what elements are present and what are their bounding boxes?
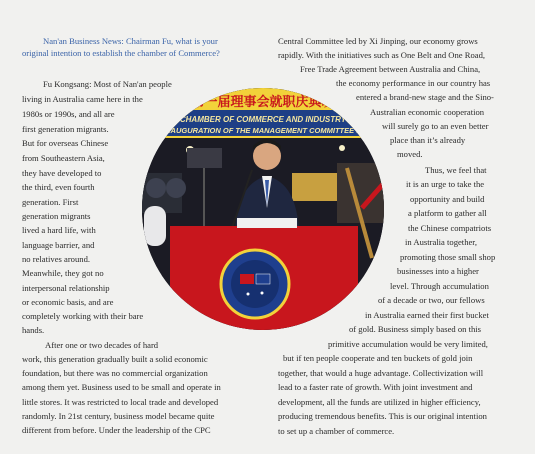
body-line: promoting those small shop	[400, 252, 496, 262]
body-line: the economy performance in our country has	[336, 78, 491, 88]
answer-line: no relatives around.	[22, 254, 91, 264]
body-line: in Australia together,	[405, 237, 477, 247]
answer-line: work, this generation gradually built a solid economic	[22, 354, 208, 364]
answer-line: After one or two decades of hard	[45, 340, 159, 350]
answer-line: completely working with their bare	[22, 311, 144, 321]
body-line: the Chinese compatriots	[408, 223, 492, 233]
answer-line: language barrier, and	[22, 240, 95, 250]
banner-line-2: INAUGURATION OF THE MANAGEMENT COMMITTEE PARTY	[163, 126, 381, 135]
answer-line: lived a hard life, with	[22, 225, 96, 235]
body-line: but if ten people cooperate and ten buckets of gold join	[283, 353, 473, 363]
answer-line: But for overseas Chinese	[22, 138, 109, 148]
answer-line: among them yet. Business used to be small and operate in	[22, 382, 221, 392]
answer-line: little stores. It was restricted to local trade and developed	[22, 397, 219, 407]
answer-line: living in Australia came here in the	[22, 94, 143, 104]
question-line: Nan'an Business News: Chairman Fu, what is your	[43, 36, 218, 46]
answer-line: they have developed to	[22, 168, 102, 178]
body-line: of a decade or two, our fellows	[378, 295, 485, 305]
answer-line: hands.	[22, 325, 45, 335]
answer-line: from Southeastern Asia,	[22, 153, 105, 163]
body-line: entered a brand-new stage and the Sino-	[356, 92, 494, 102]
answer-line: randomly. In 21st century, business model became quite	[22, 411, 215, 421]
answer-line: first generation migrants.	[22, 124, 109, 134]
body-line: in Australia earned their first bucket	[365, 310, 489, 320]
body-line: rapidly. With the initiatives such as One Belt and One Road,	[278, 50, 486, 60]
body-line: development, all the funds are utilized in higher efficiency,	[278, 397, 481, 407]
body-line: will surely go to an even better	[382, 121, 489, 131]
body-line: place than it’s already	[390, 135, 466, 145]
answer-line: 1980s or 1990s, and all are	[22, 109, 115, 119]
body-line: businesses into a higher	[397, 266, 479, 276]
body-line: producing tremendous benefits. This is our original intention	[278, 411, 487, 421]
question-line: original intention to establish the chamber of Commerce?	[22, 48, 220, 58]
answer-line: generation. First	[22, 197, 79, 207]
body-line: primitive accumulation would be very limited,	[328, 339, 488, 349]
event-photo	[142, 88, 384, 330]
body-line: of gold. Business simply based on this	[349, 324, 482, 334]
answer-line: the third, even fourth	[22, 182, 95, 192]
body-line: to set up a chamber of commerce.	[278, 426, 395, 436]
answer-line: foundation, but there was no commercial organization	[22, 368, 208, 378]
answer-line: or economic basis, and are	[22, 297, 114, 307]
body-line: Central Committee led by Xi Jinping, our economy grows	[278, 36, 478, 46]
body-line: opportunity and build	[410, 194, 485, 204]
answer-line: Meanwhile, they got no	[22, 268, 104, 278]
answer-line: different from before. Under the leadership of the CPC	[22, 425, 211, 435]
answer-line: generation migrants	[22, 211, 91, 221]
banner-line-1: CHAMBER OF COMMERCE AND INDUSTRY	[179, 115, 347, 124]
body-line: together, that would a huge advantage. Collectivization will	[278, 368, 484, 378]
body-line: Australian economic cooperation	[370, 107, 485, 117]
body-line: a platform to gather all	[408, 208, 487, 218]
body-line: lead to a faster rate of growth. With joint investment and	[278, 382, 473, 392]
answer-line: interpersonal relationship	[22, 283, 110, 293]
body-line: level. Through accumulation	[390, 281, 489, 291]
banner-chinese: 暨第一届理事会就职庆典晚会	[178, 95, 348, 110]
answer-line: Fu Kongsang: Most of Nan'an people	[43, 79, 172, 89]
body-line: it is an urge to take the	[406, 179, 485, 189]
body-line: Thus, we feel that	[425, 165, 487, 175]
body-line: moved.	[397, 149, 423, 159]
body-line: Free Trade Agreement between Australia and China,	[300, 64, 481, 74]
